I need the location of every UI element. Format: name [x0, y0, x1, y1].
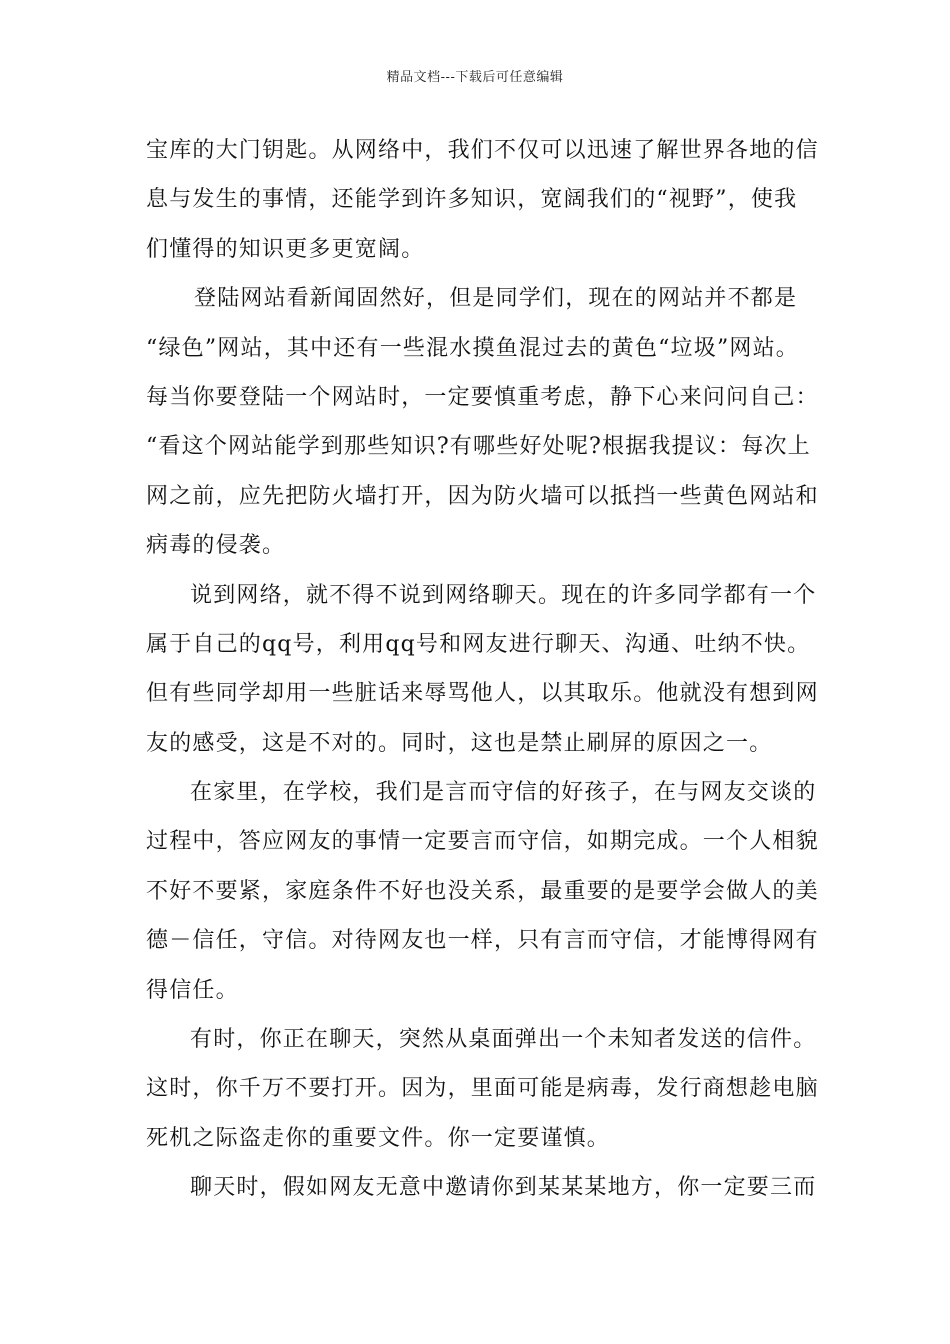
text-line: 友的感受，这是不对的。同时，这也是禁止刷屏的原因之一。 — [146, 730, 773, 756]
text-line: 病毒的侵袭。 — [146, 533, 286, 559]
text-line: 聊天时，假如网友无意中邀请你到某某某地方，你一定要三而 — [190, 1175, 817, 1201]
body-text — [146, 133, 819, 1220]
text-line: 们懂得的知识更多更宽阔。 — [146, 236, 425, 262]
text-line: 网之前，应先把防火墙打开，因为防火墙可以抵挡一些黄色网站和 — [146, 483, 819, 509]
text-line: 宝库的大门钥匙。从网络中，我们不仅可以迅速了解世界各地的信 — [146, 138, 819, 163]
text-line: “看这个网站能学到那些知识?有哪些好处呢?根据我提议：每次上 — [146, 434, 811, 460]
text-line: 得信任。 — [146, 977, 239, 1003]
text-line: 说到网络，就不得不说到网络聊天。现在的许多同学都有一个 — [190, 582, 817, 608]
text-line: 这时，你千万不要打开。因为，里面可能是病毒，发行商想趁电脑 — [146, 1076, 819, 1102]
text-line: 在家里，在学校，我们是言而守信的好孩子，在与网友交谈的 — [190, 780, 817, 806]
text-line: 过程中，答应网友的事情一定要言而守信，如期完成。一个人相貌 — [146, 829, 819, 855]
text-line: 每当你要登陆一个网站时，一定要慎重考虑，静下心来问问自己： — [146, 384, 819, 410]
text-line: 德－信任，守信。对待网友也一样，只有言而守信，才能博得网有 — [146, 928, 819, 954]
text-line: “绿色”网站，其中还有一些混水摸鱼混过去的黄色“垃圾”网站。 — [146, 335, 799, 361]
text-line: 息与发生的事情，还能学到许多知识，宽阔我们的“视野”，使我 — [146, 187, 798, 213]
text-line: 属于自己的qq号，利用qq号和网友进行聊天、沟通、吐纳不快。 — [146, 631, 811, 657]
text-line: 死机之际盗走你的重要文件。你一定要谨慎。 — [146, 1125, 611, 1151]
text-line: 不好不要紧，家庭条件不好也没关系，最重要的是要学会做人的美 — [146, 878, 819, 904]
text-line: 登陆网站看新闻固然好，但是同学们，现在的网站并不都是 — [194, 286, 798, 312]
page-header: 精品文档---下载后可任意编辑 — [386, 70, 564, 85]
text-line: 有时，你正在聊天，突然从桌面弹出一个未知者发送的信件。 — [190, 1027, 817, 1053]
text-line: 但有些同学却用一些脏话来辱骂他人，以其取乐。他就没有想到网 — [146, 681, 819, 707]
